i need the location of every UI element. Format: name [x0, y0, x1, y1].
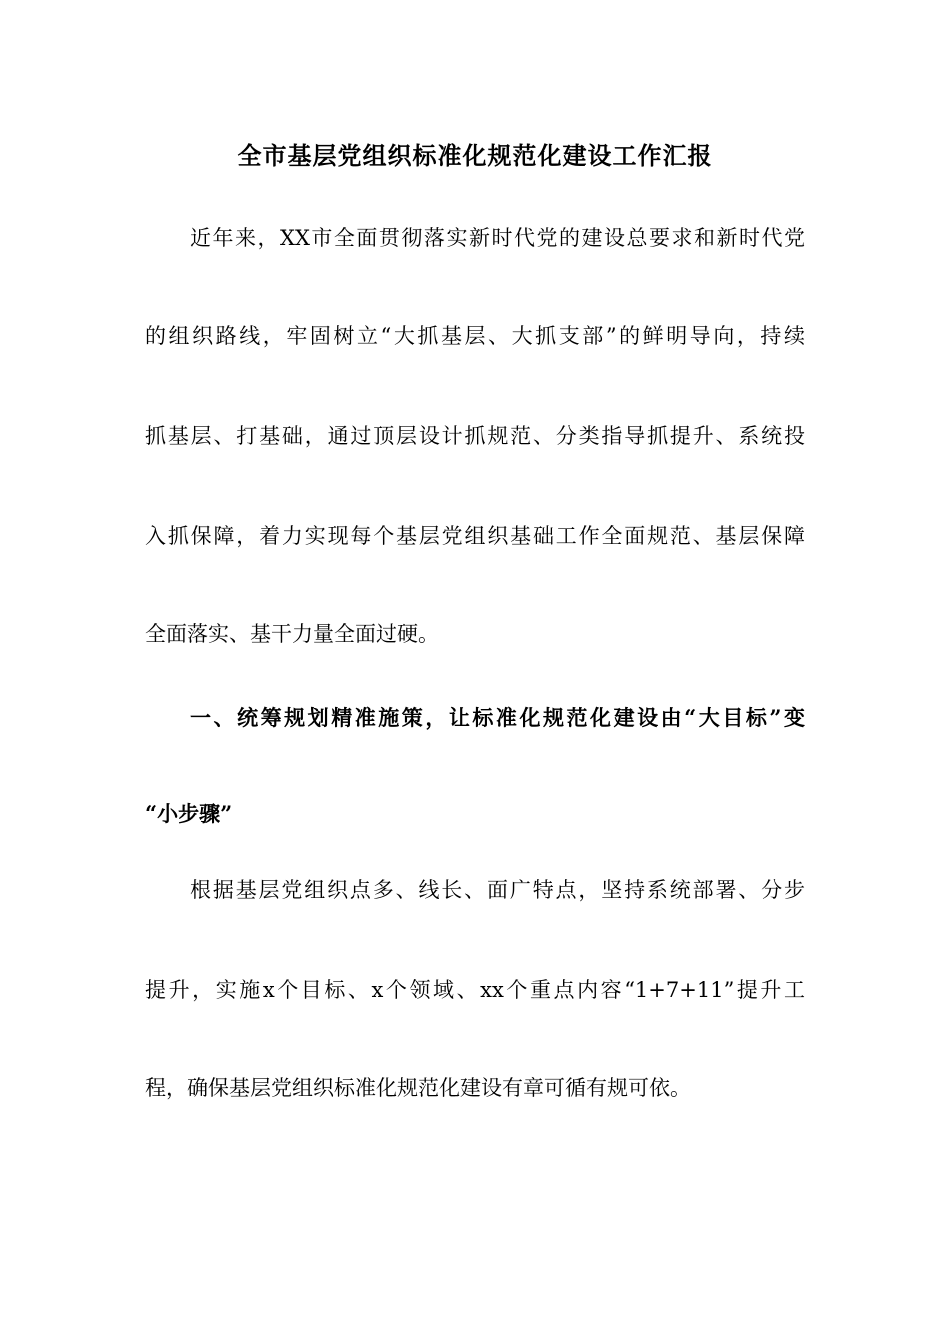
- intro-line-5: 全面落实、基干力量全面过硬。: [145, 622, 439, 646]
- section-1-body-line-1: 根据基层党组织点多、线长、面广特点，坚持系统部署、分步: [190, 878, 805, 902]
- intro-line-2: 的组织路线，牢固树立“大抓基层、大抓支部”的鲜明导向，持续: [145, 324, 805, 348]
- intro-line-1: 近年来，XX市全面贯彻落实新时代党的建设总要求和新时代党: [190, 226, 805, 250]
- section-1-heading-line-1: 一、统筹规划精准施策，让标准化规范化建设由“大目标”变: [190, 705, 805, 730]
- section-1-body-line-3: 程，确保基层党组织标准化规范化建设有章可循有规可依。: [145, 1076, 691, 1100]
- intro-line-3: 抓基层、打基础，通过顶层设计抓规范、分类指导抓提升、系统投: [145, 424, 805, 448]
- section-1-heading-line-2: “小步骤”: [145, 801, 233, 826]
- section-1-body-line-2: 提升，实施x个目标、x个领域、xx个重点内容“1+7+11”提升工: [145, 978, 805, 1002]
- document-title: 全市基层党组织标准化规范化建设工作汇报: [237, 141, 713, 170]
- intro-line-4: 入抓保障，着力实现每个基层党组织基础工作全面规范、基层保障: [145, 524, 805, 548]
